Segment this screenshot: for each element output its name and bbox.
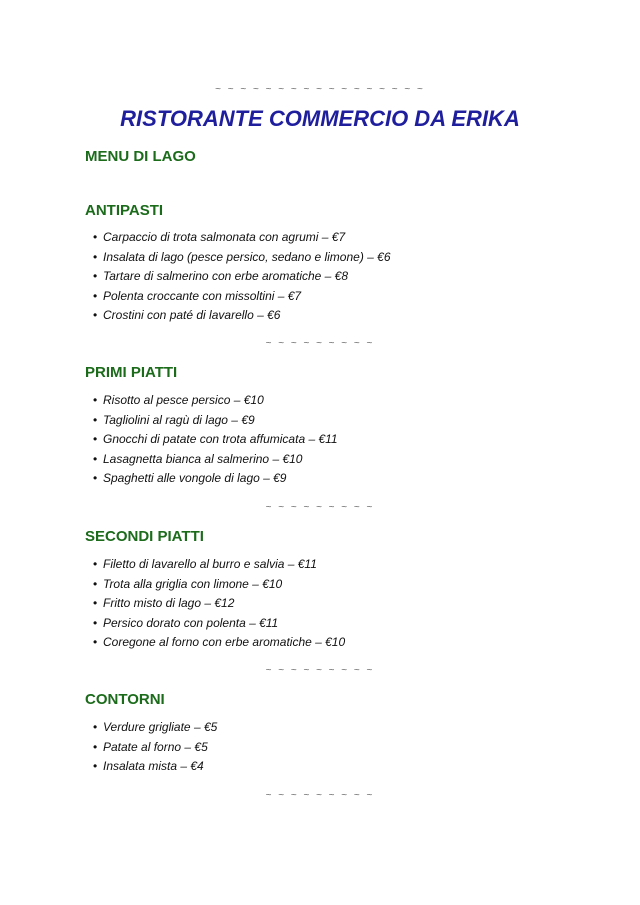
list-item: [93, 555, 345, 575]
dish-label: Coregone al forno con erbe aromatiche – €10: [103, 635, 346, 649]
section-divider: ~ ~ ~ ~ ~ ~ ~ ~ ~: [265, 790, 375, 801]
dish-label: Persico dorato con polenta – €11: [103, 615, 279, 630]
list-item: [93, 267, 391, 287]
dish-label: Trota alla griglia con limone – €10: [103, 576, 283, 591]
section-heading-primi: PRIMI PIATTI: [85, 364, 178, 381]
bullet: •: [93, 412, 98, 427]
list-item: [93, 287, 391, 307]
dish-label: Carpaccio di trota salmonata con agrumi – €7: [103, 230, 346, 244]
section-heading-contorni: CONTORNI: [85, 691, 165, 708]
list-item: [93, 575, 345, 595]
bullet: •: [93, 720, 98, 734]
bullet: •: [93, 557, 98, 571]
bullet: •: [93, 230, 98, 244]
section-divider: ~ ~ ~ ~ ~ ~ ~ ~ ~: [265, 665, 375, 676]
list-item: [93, 391, 338, 411]
bullet: •: [93, 759, 98, 773]
dish-label: Verdure grigliate – €5: [103, 720, 218, 734]
list-item: [93, 738, 217, 758]
section-divider: ~ ~ ~ ~ ~ ~ ~ ~ ~: [265, 338, 375, 349]
menu-heading: MENU DI LAGO: [85, 148, 196, 165]
restaurant-title: RISTORANTE COMMERCIO DA ERIKA: [120, 106, 520, 131]
dish-label: Risotto al pesce persico – €10: [103, 393, 264, 407]
list-item: [93, 306, 391, 326]
list-item: [93, 450, 338, 470]
section-divider: ~ ~ ~ ~ ~ ~ ~ ~ ~: [265, 502, 375, 513]
bullet: •: [93, 451, 98, 466]
list-item: [93, 411, 338, 431]
dish-label: Tartare di salmerino con erbe aromatiche – €8: [103, 269, 349, 283]
list-item: [93, 633, 345, 653]
bullet: •: [93, 432, 98, 446]
dish-label: Gnocchi di patate con trota affumicata – €11: [103, 432, 338, 446]
bullet: •: [93, 471, 98, 485]
antipasti-list: [93, 228, 391, 326]
dish-label: Tagliolini al ragù di lago – €9: [103, 412, 255, 427]
dish-label: Filetto di lavarello al burro e salvia – €11: [103, 557, 317, 571]
bullet: •: [93, 635, 98, 649]
bullet: •: [93, 615, 98, 630]
list-item: [93, 469, 338, 489]
section-heading-secondi: SECONDI PIATTI: [85, 528, 204, 545]
dish-label: Insalata mista – €4: [103, 759, 204, 773]
bullet: •: [93, 576, 98, 591]
list-item: [93, 757, 217, 777]
bullet: •: [93, 308, 98, 322]
bullet: •: [93, 393, 98, 407]
bullet: •: [93, 249, 98, 264]
dish-label: Spaghetti alle vongole di lago – €9: [103, 471, 287, 485]
bullet: •: [93, 269, 98, 283]
dish-label: Crostini con paté di lavarello – €6: [103, 308, 281, 322]
top-divider: ~ ~ ~ ~ ~ ~ ~ ~ ~ ~ ~ ~ ~ ~ ~ ~ ~: [215, 84, 425, 95]
dish-label: Lasagnetta bianca al salmerino – €10: [103, 451, 303, 466]
bullet: •: [93, 288, 98, 303]
list-item: [93, 430, 338, 450]
list-item: [93, 228, 391, 248]
dish-label: Polenta croccante con missoltini – €7: [103, 288, 302, 303]
secondi-list: [93, 555, 345, 653]
section-heading-antipasti: ANTIPASTI: [85, 202, 164, 219]
list-item: [93, 718, 217, 738]
list-item: [93, 248, 391, 268]
primi-list: [93, 391, 338, 489]
bullet: •: [93, 739, 98, 754]
dish-label: Fritto misto di lago – €12: [103, 596, 235, 610]
list-item: [93, 594, 345, 614]
dish-label: Patate al forno – €5: [103, 739, 208, 754]
bullet: •: [93, 596, 98, 610]
contorni-list: [93, 718, 217, 777]
dish-label: Insalata di lago (pesce persico, sedano e limone) – €6: [103, 249, 391, 264]
list-item: [93, 614, 345, 634]
